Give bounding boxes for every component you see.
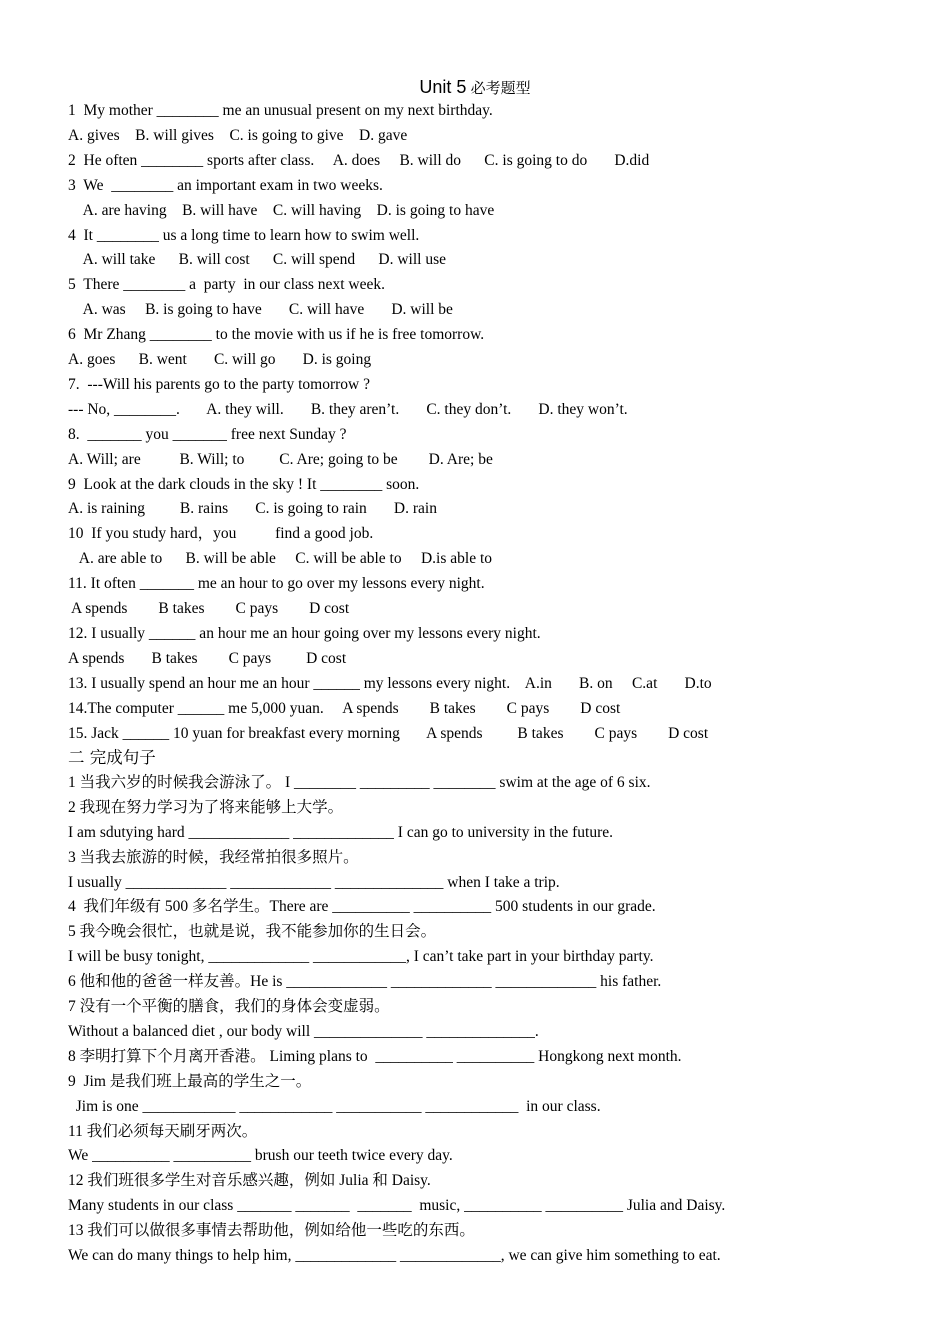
worksheet-line: A. gives B. will gives C. is going to give D. gave bbox=[68, 126, 408, 144]
worksheet-line: 11. It often _______ me an hour to go over my lessons every night. bbox=[68, 575, 485, 593]
worksheet-line: 4 我们年级有 500 多名学生。There are __________ __________ 500 students in our grade. bbox=[68, 898, 656, 916]
worksheet-line: We __________ __________ brush our teeth twice every day. bbox=[68, 1147, 453, 1165]
worksheet-line: 14.The computer ______ me 5,000 yuan. A spends B takes C pays D cost bbox=[68, 699, 621, 717]
worksheet-line: 12 我们班很多学生对音乐感兴趣，例如 Julia 和 Daisy. bbox=[68, 1172, 431, 1190]
worksheet-line: A. are having B. will have C. will having D. is going to have bbox=[68, 201, 495, 219]
worksheet-line: A. will take B. will cost C. will spend D. will use bbox=[68, 251, 447, 269]
worksheet-line: 8. _______ you _______ free next Sunday ? bbox=[68, 425, 347, 443]
worksheet-line: A. are able to B. will be able C. will be able to D.is able to bbox=[68, 550, 493, 568]
worksheet-line: 7 没有一个平衡的膳食，我们的身体会变虚弱。 bbox=[68, 998, 390, 1015]
worksheet-line: We can do many things to help him, _____________ _____________, we can give him something to eat. bbox=[68, 1247, 721, 1264]
worksheet-line: 2 He often ________ sports after class. A. does B. will do C. is going to do D.did bbox=[68, 151, 650, 169]
worksheet-line: 6 Mr Zhang ________ to the movie with us if he is free tomorrow. bbox=[68, 326, 485, 344]
worksheet-line: 4 It ________ us a long time to learn how to swim well. bbox=[68, 226, 420, 244]
worksheet-line: 3 We ________ an important exam in two weeks. bbox=[68, 176, 383, 194]
worksheet-line: 6 他和他的爸爸一样友善。He is _____________ _____________ _____________ his father. bbox=[68, 973, 662, 991]
worksheet-line: A. was B. is going to have C. will have D. will be bbox=[68, 301, 453, 319]
worksheet-line: A. is raining B. rains C. is going to rain D. rain bbox=[68, 500, 437, 518]
title-subtitle: 必考题型 bbox=[470, 79, 531, 97]
worksheet-line: Jim is one ____________ ____________ ___________ ____________ in our class. bbox=[68, 1097, 601, 1115]
worksheet-line: 13. I usually spend an hour me an hour ______ my lessons every night. A.in B. on C.at D.to bbox=[68, 674, 712, 692]
worksheet-line: 7. ---Will his parents go to the party tomorrow ? bbox=[68, 375, 370, 393]
worksheet-line: Many students in our class _______ _______ _______ music, __________ __________ Julia and Daisy. bbox=[68, 1197, 726, 1215]
worksheet-line: Without a balanced diet , our body will ______________ ______________. bbox=[68, 1022, 539, 1040]
worksheet-line: 9 Look at the dark clouds in the sky ! It ________ soon. bbox=[68, 475, 420, 493]
worksheet-line: 10 If you study hard，you find a good job. bbox=[68, 525, 374, 543]
worksheet-line: 2 我现在努力学习为了将来能够上大学。 bbox=[68, 798, 344, 816]
worksheet-line: 9 Jim 是我们班上最高的学生之一。 bbox=[68, 1072, 312, 1090]
worksheet-line: 5 我今晚会很忙，也就是说，我不能参加你的生日会。 bbox=[68, 923, 437, 941]
worksheet-line: I usually _____________ _____________ ______________ when I take a trip. bbox=[68, 873, 560, 891]
worksheet-line: 8 李明打算下个月离开香港。 Liming plans to __________ __________ Hongkong next month. bbox=[68, 1047, 682, 1065]
worksheet-line: --- No, ________. A. they will. B. they aren’t. C. they don’t. D. they won’t. bbox=[68, 400, 628, 418]
worksheet-line: 15. Jack ______ 10 yuan for breakfast every morning A spends B takes C pays D cost bbox=[68, 724, 709, 742]
worksheet-line: 3 当我去旅游的时候，我经常拍很多照片。 bbox=[68, 848, 359, 866]
worksheet-line: I am sdutying hard _____________ _____________ I can go to university in the future. bbox=[68, 823, 614, 841]
worksheet-line: 1 当我六岁的时候我会游泳了。 I ________ _________ ________ swim at the age of 6 six. bbox=[68, 773, 651, 791]
worksheet-line: A spends B takes C pays D cost bbox=[68, 649, 347, 667]
worksheet-line: A. Will; are B. Will; to C. Are; going to be D. Are; be bbox=[68, 450, 493, 468]
worksheet-line: 13 我们可以做很多事情去帮助他，例如给他一些吃的东西。 bbox=[68, 1222, 475, 1240]
worksheet-line: 11 我们必须每天刷牙两次。 bbox=[68, 1122, 258, 1140]
worksheet-line: I will be busy tonight, _____________ ____________, I can’t take part in your birthday party. bbox=[68, 948, 654, 966]
worksheet-line: 5 There ________ a party in our class next week. bbox=[68, 276, 385, 294]
worksheet-line: 1 My mother ________ me an unusual present on my next birthday. bbox=[68, 102, 493, 119]
title-unit: Unit 5 bbox=[419, 77, 467, 97]
worksheet-line: A spends B takes C pays D cost bbox=[68, 600, 350, 617]
worksheet-line: 12. I usually ______ an hour me an hour going over my lessons every night. bbox=[68, 624, 541, 642]
worksheet-line: A. goes B. went C. will go D. is going bbox=[68, 351, 372, 368]
section-heading: 二 完成句子 bbox=[68, 748, 156, 767]
